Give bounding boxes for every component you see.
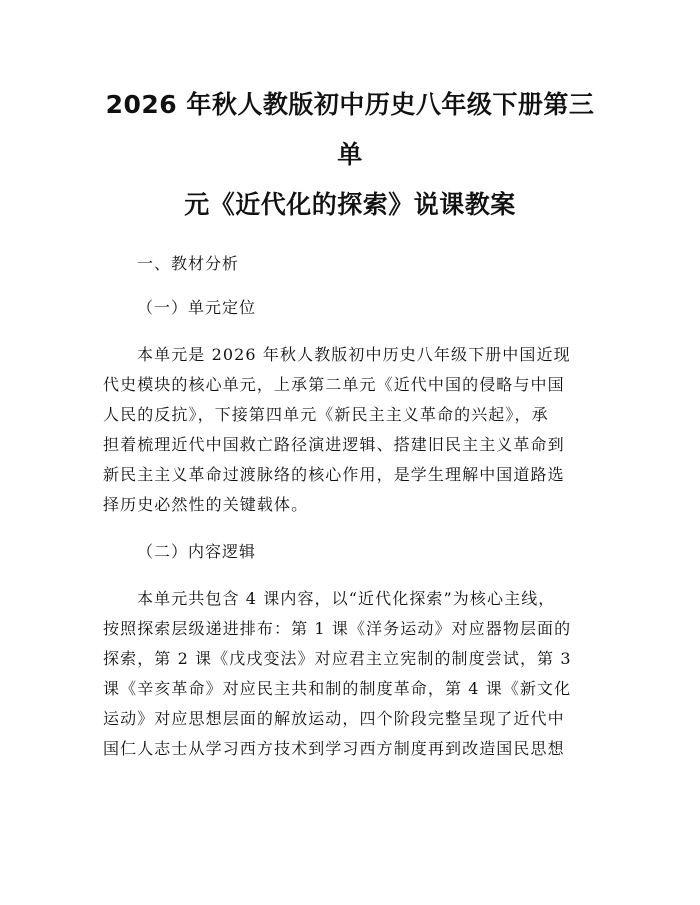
paragraph-line: 国仁人志士从学习西方技术到学习西方制度再到改造国民思想 (103, 739, 565, 758)
paragraph-line: 本单元是 2026 年秋人教版初中历史八年级下册中国近现 (137, 345, 571, 364)
paragraph-line: 担着梳理近代中国救亡路径演进逻辑、搭建旧民主主义革命到 (103, 435, 565, 454)
paragraph-content-logic (103, 584, 597, 764)
paragraph-line: 探索，第 2 课《戊戌变法》对应君主立宪制的制度尝试，第 3 (103, 649, 572, 668)
title-line-1: 2026 年秋人教版初中历史八年级下册第三单 (105, 90, 595, 169)
subsection-heading-content-logic: （二）内容逻辑 (137, 542, 257, 561)
subsection-heading-unit-positioning: （一）单元定位 (137, 298, 257, 317)
paragraph-line: 按照探索层级递进排布：第 1 课《洋务运动》对应器物层面的 (103, 619, 572, 638)
document-title (103, 0, 597, 230)
paragraph-line: 课《辛亥革命》对应民主共和制的制度革命，第 4 课《新文化 (103, 679, 572, 698)
paragraph-line: 本单元共包含 4 课内容，以“近代化探索”为核心主线， (137, 589, 556, 608)
paragraph-line: 代史模块的核心单元，上承第二单元《近代中国的侵略与中国 (103, 375, 565, 394)
section-heading-teaching-material-analysis: 一、教材分析 (137, 254, 240, 273)
paragraph-line: 人民的反抗》，下接第四单元《新民主主义革命的兴起》，承 (103, 405, 549, 424)
paragraph-unit-positioning (103, 340, 597, 520)
paragraph-line: 择历史必然性的关键载体。 (103, 495, 309, 514)
title-line-2: 元《近代化的探索》说课教案 (184, 190, 516, 219)
paragraph-line: 新民主主义革命过渡脉络的核心作用，是学生理解中国道路选 (103, 465, 565, 484)
paragraph-line: 运动》对应思想层面的解放运动，四个阶段完整呈现了近代中 (103, 709, 565, 728)
